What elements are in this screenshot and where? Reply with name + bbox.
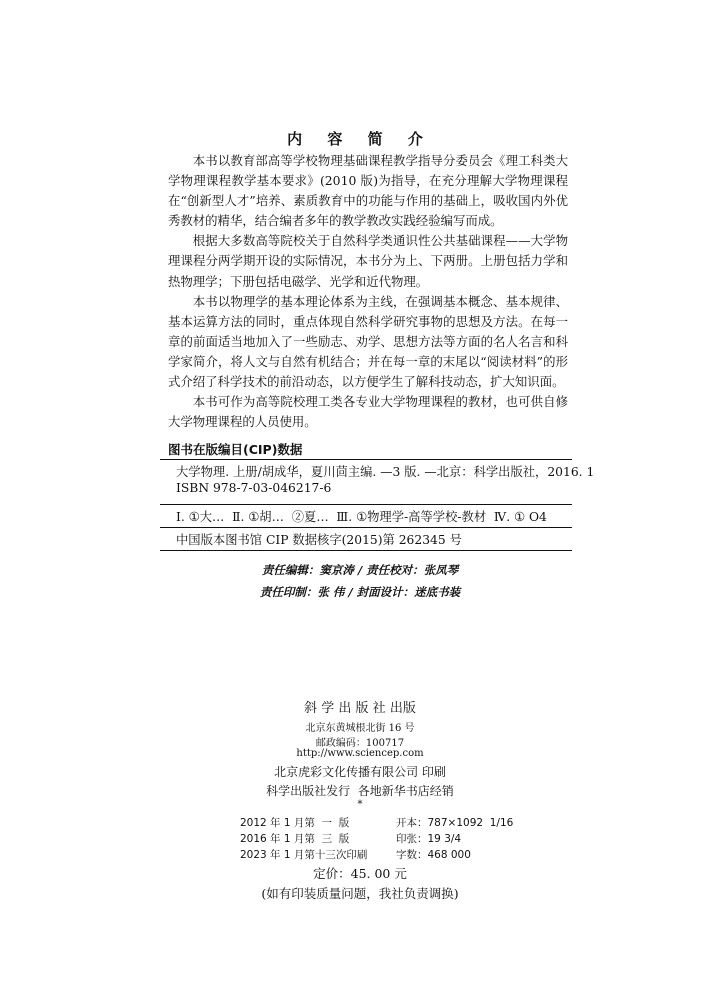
cip-record: 大学物理. 上册/胡成华，夏川茴主编. —3 版. —北京：科学出版社，2016. 1 (176, 465, 595, 479)
printer: 北京虎彩文化传播有限公司 印刷 (274, 765, 446, 779)
cip-subjects: Ⅰ. ①大… Ⅱ. ①胡… ②夏… Ⅲ. ①物理学-高等学校-教材 Ⅳ. ① O4 (176, 510, 547, 524)
publisher-url: http://www.sciencep.com (296, 748, 424, 759)
production-credits: 责任印制：张 伟 / 封面设计：迷底书装 (259, 585, 461, 599)
editor-credits: 责任编辑：窦京涛 / 责任校对：张凤琴 (261, 563, 459, 577)
edition-spec: 印张：19 3/4 (396, 833, 462, 845)
divider (160, 504, 572, 505)
edition-date: 2023 年 1 月第十三次印刷 (240, 849, 368, 861)
edition-spec: 字数：468 000 (396, 849, 471, 861)
divider (160, 459, 572, 460)
summary-paragraph: 本书可作为高等院校理工类各专业大学物理课程的教材，也可供自修大学物理课程的人员使用。 (168, 394, 568, 430)
divider (160, 527, 572, 528)
summary-paragraph: 本书以教育部高等学校物理基础课程教学指导分委员会《理工科类大学物理课程教学基本要求》(2010 版)为指导，在充分理解大学物理课程在“创新型人才”培养、素质教育中的功能与作用的基础上，吸收国内外优秀教材的精华，结合编者多年的教学教改实践经验编写而成。 (168, 153, 568, 229)
edition-date: 2016 年 1 月第 三 版 (240, 833, 350, 845)
cip-cataloging: 中国版本图书馆 CIP 数据核字(2015)第 262345 号 (176, 533, 462, 547)
separator-mark: * (357, 799, 363, 810)
price: 定价：45. 00 元 (313, 866, 407, 881)
summary-paragraph: 根据大多数高等院校关于自然科学类通识性公共基础课程——大学物理课程分两学期开设的实际情况，本书分为上、下两册。上册包括力学和热物理学；下册包括电磁学、光学和近代物理。 (168, 233, 568, 289)
publisher-address: 北京东黄城根北街 16 号 (305, 723, 415, 734)
divider (160, 550, 572, 551)
quality-note: (如有印装质量问题，我社负责调换) (261, 886, 459, 901)
summary-paragraph: 本书以物理学的基本理论体系为主线，在强调基本概念、基本规律、基本运算方法的同时，重点体现自然科学研究事物的思想及方法。在每一章的前面适当地加入了一些励志、劝学、思想方法等方面的名人名言和科学家简介，将人文与自然有机结合；并在每一章的末尾以“阅读材料”的形式介绍了科学技术的前沿动态，以方便学生了解科技动态，扩大知识面。 (168, 293, 568, 390)
edition-spec: 开本：787×1092 1/16 (396, 817, 514, 829)
distribution: 科学出版社发行 各地新华书店经销 (266, 784, 454, 798)
publisher-postcode: 邮政编码：100717 (315, 738, 405, 749)
publisher-name: 斜 学 出 版 社 出版 (304, 701, 416, 716)
cip-heading: 图书在版编目(CIP)数据 (168, 442, 303, 457)
page-title: 内 容 简 介 (287, 130, 433, 148)
edition-date: 2012 年 1 月第 一 版 (240, 817, 350, 829)
cip-isbn: ISBN 978-7-03-046217-6 (176, 481, 332, 495)
content-summary (168, 151, 568, 432)
